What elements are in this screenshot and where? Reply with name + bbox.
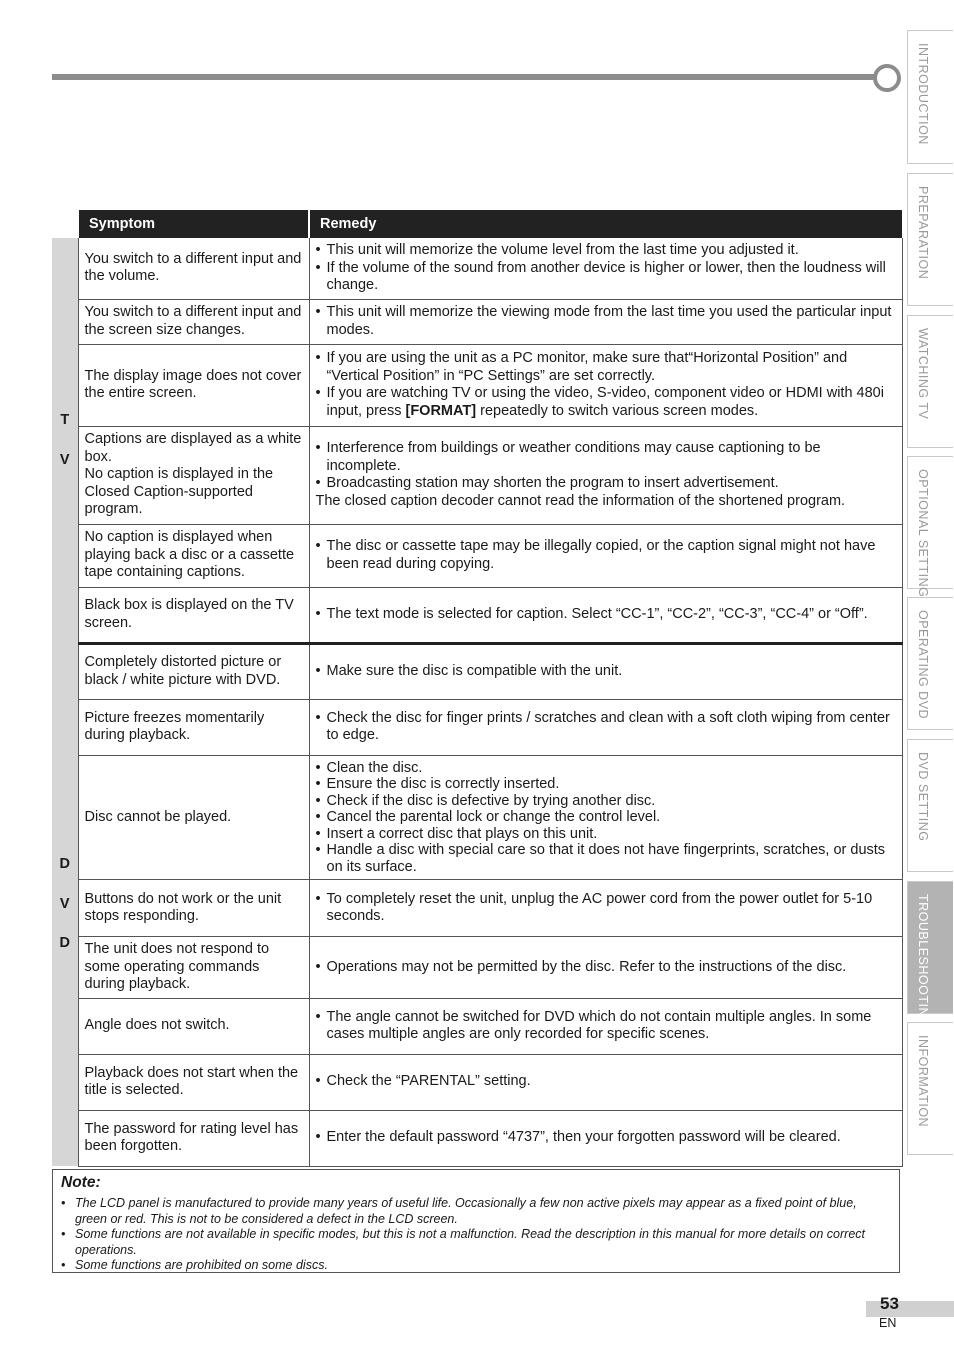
language-code: EN bbox=[879, 1316, 897, 1330]
remedy-item: • The text mode is selected for caption. Select “CC-1”, “CC-2”, “CC-3”, “CC-4” or “Off”. bbox=[316, 606, 896, 624]
remedy-cell bbox=[309, 880, 902, 937]
symptom-cell: Playback does not start when the title is selected. bbox=[78, 1054, 309, 1110]
category-letter: V bbox=[59, 895, 70, 912]
remedy-item: • Ensure the disc is correctly inserted. bbox=[316, 776, 896, 793]
symptom-cell: Disc cannot be played. bbox=[78, 755, 309, 880]
tab-label: INTRODUCTION bbox=[916, 43, 930, 145]
symptom-cell: No caption is displayed when playing back a disc or a cassette tape containing captions. bbox=[78, 524, 309, 587]
note-item: • The LCD panel is manufactured to provide many years of useful life. Occasionally a few non active pixels may appear as a fixed point of blue, green or red. This is not to be considered a defect in the LCD screen. bbox=[61, 1196, 891, 1227]
symptom-cell: You switch to a different input and the screen size changes. bbox=[78, 299, 309, 344]
table-row bbox=[52, 937, 902, 999]
remedy-item: • Broadcasting station may shorten the program to insert advertisement. bbox=[316, 475, 896, 493]
format-button-label: [FORMAT] bbox=[405, 402, 477, 419]
symptom-cell: The unit does not respond to some operating commands during playback. bbox=[78, 937, 309, 999]
table-row bbox=[52, 699, 902, 755]
remedy-text: If you are watching TV or using the video, S-video, component video or HDMI with 480i input, press bbox=[326, 385, 884, 419]
category-letter: V bbox=[59, 451, 70, 468]
tab-label: INFORMATION bbox=[916, 1035, 930, 1128]
remedy-item: • Enter the default password “4737”, then your forgotten password will be cleared. bbox=[316, 1129, 896, 1147]
symptom-cell: Picture freezes momentarily during playback. bbox=[78, 699, 309, 755]
note-item: • Some functions are prohibited on some discs. bbox=[61, 1258, 891, 1274]
tab-label: OPTIONAL SETTING bbox=[916, 469, 930, 598]
symptom-cell: Black box is displayed on the TV screen. bbox=[78, 587, 309, 643]
table-row bbox=[52, 998, 902, 1054]
symptom-cell: Buttons do not work or the unit stops responding. bbox=[78, 880, 309, 937]
symptom-cell: Completely distorted picture or black / white picture with DVD. bbox=[78, 643, 309, 699]
header-remedy: Remedy bbox=[309, 210, 902, 238]
remedy-item: • Insert a correct disc that plays on this unit. bbox=[316, 826, 896, 843]
tab-label: TROUBLESHOOTING bbox=[916, 894, 930, 1028]
symptom-cell: You switch to a different input and the volume. bbox=[78, 238, 309, 299]
table-row bbox=[52, 587, 902, 643]
remedy-cell bbox=[309, 299, 902, 344]
table-row bbox=[52, 755, 902, 880]
header-symptom: Symptom bbox=[78, 210, 309, 238]
remedy-cell bbox=[309, 426, 902, 524]
remedy-cell bbox=[309, 998, 902, 1054]
symptom-cell: The display image does not cover the entire screen. bbox=[78, 344, 309, 426]
remedy-cell bbox=[309, 238, 902, 299]
remedy-item: • Interference from buildings or weather conditions may cause captioning to be incomplete. bbox=[316, 440, 896, 475]
remedy-item: • The disc or cassette tape may be illegally copied, or the caption signal might not have been read during copying. bbox=[316, 538, 896, 573]
remedy-text: repeatedly to switch various screen modes. bbox=[480, 402, 759, 419]
remedy-item: • Clean the disc. bbox=[316, 760, 896, 777]
header-rule bbox=[52, 74, 878, 80]
remedy-item: • If you are using the unit as a PC monitor, make sure that“Horizontal Position” and “Vertical Position” in “PC Settings” are set correctly. bbox=[316, 350, 896, 385]
remedy-cell bbox=[309, 524, 902, 587]
table-row bbox=[52, 1110, 902, 1166]
remedy-item: • To completely reset the unit, unplug the AC power cord from the power outlet for 5-10 seconds. bbox=[316, 891, 896, 926]
tab-watching-tv[interactable] bbox=[907, 315, 953, 448]
table-row bbox=[52, 880, 902, 937]
tab-label: DVD SETTING bbox=[916, 752, 930, 842]
remedy-cell bbox=[309, 699, 902, 755]
header-blank bbox=[52, 210, 78, 238]
category-letter: T bbox=[60, 412, 70, 428]
remedy-cell bbox=[309, 1110, 902, 1166]
remedy-item bbox=[316, 385, 896, 420]
symptom-cell: The password for rating level has been forgotten. bbox=[78, 1110, 309, 1166]
header-rule-end-circle bbox=[873, 64, 901, 92]
note-box bbox=[52, 1169, 900, 1273]
remedy-cell bbox=[309, 755, 902, 880]
troubleshooting-table bbox=[52, 210, 903, 1167]
note-title: Note: bbox=[61, 1174, 101, 1191]
remedy-cell bbox=[309, 587, 902, 643]
table-row bbox=[52, 344, 902, 426]
note-item: • Some functions are not available in specific modes, but this is not a malfunction. Read the description in this manual for more details on correct operations. bbox=[61, 1227, 891, 1258]
tab-label: PREPARATION bbox=[916, 186, 930, 280]
remedy-item: • If the volume of the sound from another device is higher or lower, then the loudness will change. bbox=[316, 260, 896, 295]
remedy-item: • Check the disc for finger prints / scratches and clean with a soft cloth wiping from center to edge. bbox=[316, 710, 896, 745]
category-dvd bbox=[52, 643, 78, 1166]
page-number: 53 bbox=[880, 1294, 899, 1313]
remedy-item: • Cancel the parental lock or change the control level. bbox=[316, 809, 896, 826]
symptom-cell: Captions are displayed as a white box. No caption is displayed in the Closed Caption-supported program. bbox=[78, 426, 309, 524]
tab-information[interactable] bbox=[907, 1022, 953, 1155]
remedy-item: • The angle cannot be switched for DVD which do not contain multiple angles. In some cases multiple angles are only recorded for specific scenes. bbox=[316, 1009, 896, 1044]
tab-label: OPERATING DVD bbox=[916, 610, 930, 720]
tab-label: WATCHING TV bbox=[916, 328, 930, 420]
remedy-item: • Handle a disc with special care so that it does not have fingerprints, scratches, or dusts on its surface. bbox=[316, 842, 896, 875]
remedy-item: • Check the “PARENTAL” setting. bbox=[316, 1073, 896, 1091]
table-header-row bbox=[52, 210, 902, 238]
remedy-item: • Make sure the disc is compatible with the unit. bbox=[316, 663, 896, 681]
remedy-item: • This unit will memorize the viewing mode from the last time you used the particular input modes. bbox=[316, 304, 896, 339]
symptom-cell: Angle does not switch. bbox=[78, 998, 309, 1054]
tab-introduction[interactable] bbox=[907, 30, 953, 164]
remedy-item: • Check if the disc is defective by trying another disc. bbox=[316, 793, 896, 810]
remedy-continuation: The closed caption decoder cannot read the information of the shortened program. bbox=[315, 492, 846, 509]
category-letter: D bbox=[59, 935, 70, 952]
table-row bbox=[52, 524, 902, 587]
remedy-item: • This unit will memorize the volume level from the last time you adjusted it. bbox=[316, 242, 896, 260]
tab-preparation[interactable] bbox=[907, 173, 953, 306]
table-row bbox=[52, 643, 902, 699]
category-tv bbox=[52, 238, 78, 643]
remedy-cell bbox=[309, 344, 902, 426]
remedy-cell bbox=[309, 1054, 902, 1110]
tab-troubleshooting[interactable] bbox=[907, 881, 953, 1028]
table-row bbox=[52, 426, 902, 524]
tab-dvd-setting[interactable] bbox=[907, 739, 953, 872]
table-row bbox=[52, 1054, 902, 1110]
tab-optional-setting[interactable] bbox=[907, 456, 953, 598]
category-letter: D bbox=[59, 856, 70, 873]
section-tabs bbox=[907, 30, 954, 1150]
tab-operating-dvd[interactable] bbox=[907, 597, 953, 730]
table-row bbox=[52, 299, 902, 344]
remedy-cell bbox=[309, 937, 902, 999]
remedy-cell bbox=[309, 643, 902, 699]
table-row bbox=[52, 238, 902, 299]
remedy-item: • Operations may not be permitted by the disc. Refer to the instructions of the disc. bbox=[316, 959, 896, 977]
